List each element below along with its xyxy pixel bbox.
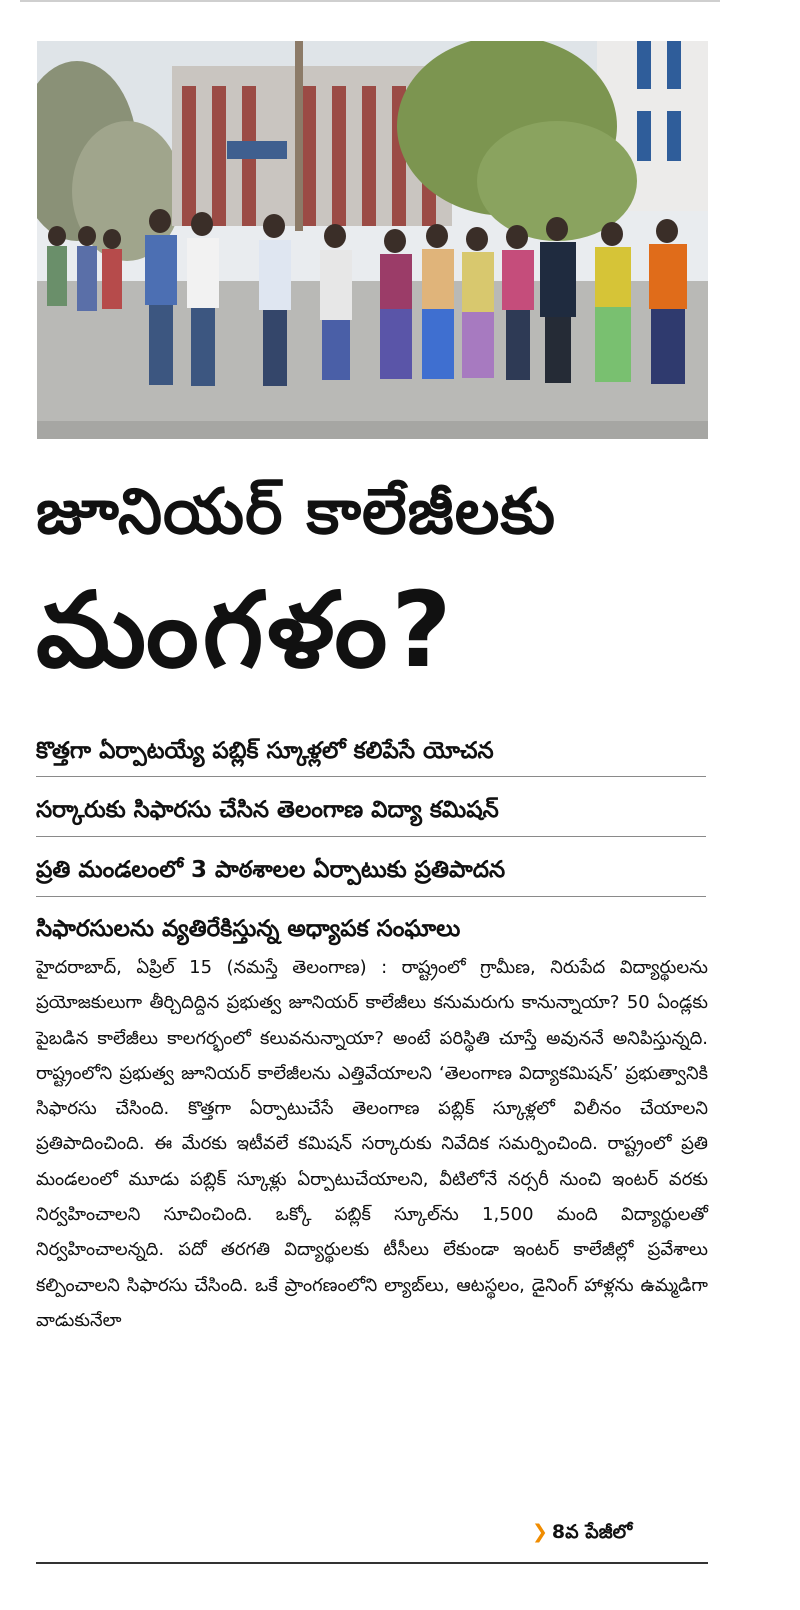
subhead-divider (36, 836, 706, 837)
subhead-2: సర్కారుకు సిఫారసు చేసిన తెలంగాణ విద్యా కమిషన్ (36, 797, 499, 823)
subhead-divider (36, 776, 706, 777)
headline-line-1: జూనియర్ కాలేజీలకు (36, 475, 557, 548)
continue-arrow-icon: ❯ (532, 1521, 548, 1543)
news-photo-students-walking (37, 41, 708, 439)
top-rule (20, 0, 720, 2)
article-body-paragraph: హైదరాబాద్, ఏప్రిల్ 15 (నమస్తే తెలంగాణ) : రాష్ట్రంలో గ్రామీణ, నిరుపేద విద్యార్థులను ప్రయోజకులుగా తీర్చిదిద్దిన ప్రభుత్వ జూనియర్ కాలేజీలు కనుమరుగు కానున్నాయా? 50 ఏండ్లకు పైబడిన కాలేజీలు కాలగర్భంలో కలువనున్నాయా? అంటే పరిస్థితి చూస్తే అవుననే అనిపిస్తున్నది. రాష్ట్రంలోని ప్రభుత్వ జూనియర్ కాలేజీలను ఎత్తివేయాలని ‘తెలంగాణ విద్యాకమిషన్’ ప్రభుత్వానికి సిఫారసు చేసింది. కొత్తగా ఏర్పాటుచేసే తెలంగాణ పబ్లిక్ స్కూళ్లలో విలీనం చేయాలని ప్రతిపాదించింది. ఈ మేరకు ఇటీవలే కమిషన్ సర్కారుకు నివేదిక సమర్పించింది. రాష్ట్రంలో ప్రతి మండలంలో మూడు పబ్లిక్ స్కూళ్లు ఏర్పాటుచేయాలని, వీటిలోనే నర్సరీ నుంచి ఇంటర్ వరకు నిర్వహించాలని సూచించింది. ఒక్కో పబ్లిక్ స్కూల్‌ను 1,500 మంది విద్యార్థులతో నిర్వహించాలన్నది. పదో తరగతి విద్యార్థులకు టీసీలు లేకుండా ఇంటర్ కాలేజీల్లో ప్రవేశాలు కల్పించాలని సిఫారసు చేసింది. ఒకే ప్రాంగణంలోని ల్యాబ్‌లు, ఆటస్థలం, డైనింగ్ హాళ్లను ఉమ్మడిగా వాడుకునేలా (36, 957, 708, 1331)
article-body (36, 950, 708, 1338)
subhead-3: ప్రతి మండలంలో 3 పాఠశాలల ఏర్పాటుకు ప్రతిపాదన (36, 857, 506, 883)
bottom-rule (36, 1562, 708, 1564)
continued-on-page (532, 1517, 632, 1547)
headline-line-2: మంగళం? (36, 569, 456, 691)
subhead-divider (36, 896, 706, 897)
subhead-4: సిఫారసులను వ్యతిరేకిస్తున్న అధ్యాపక సంఘాలు (36, 916, 461, 942)
subhead-1: కొత్తగా ఏర్పాటయ్యే పబ్లిక్ స్కూళ్లలో కలిపేసే యోచన (36, 738, 494, 764)
continued-label: 8వ పేజీలో (551, 1521, 633, 1543)
